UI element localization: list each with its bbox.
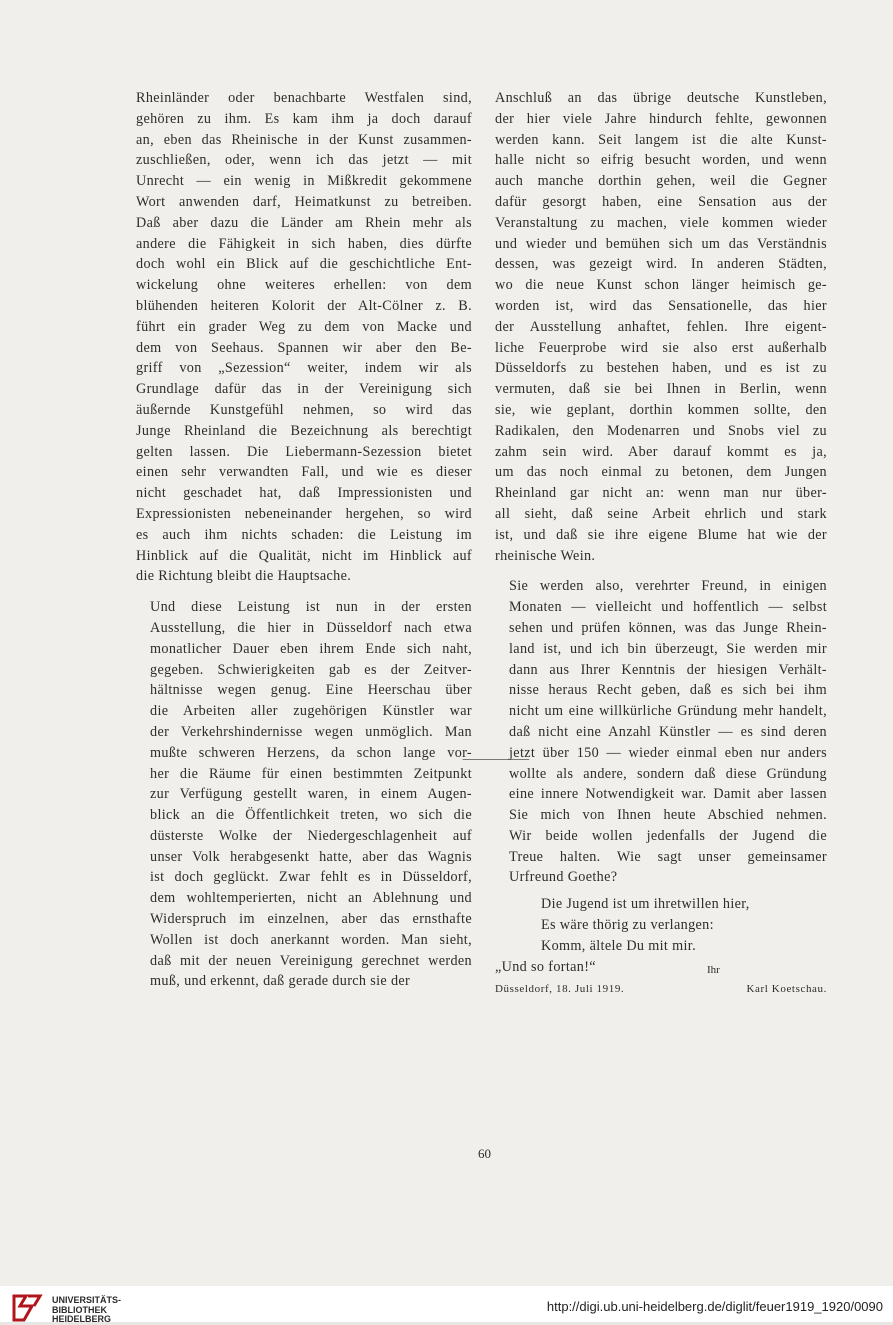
text-line: muß, und erkennt, daß gerade durch sie der [150, 973, 411, 990]
text-line: sehen und prüfen können, was das Junge Rhein- [509, 619, 827, 636]
text-line: Urfreund Goethe? [509, 869, 618, 886]
text-line: wollte als andere, sondern daß diese Gründung [509, 765, 827, 782]
text-line: zahm sein wird. Aber darauf kommt es ja, [495, 443, 827, 460]
text-line: und wieder und bemühen sich um das Verständnis [495, 235, 827, 252]
text-line: eine innere Notwendigkeit war. Damit aber lassen [509, 786, 827, 803]
text-line: ist doch geglückt. Zwar fehlt es in Düsseldorf, [150, 869, 472, 886]
text-line: land ist, und ich bin überzeugt, Sie werden mir [509, 640, 827, 657]
text-line: her die Räume für einen bestimmten Zeitpunkt [150, 765, 472, 782]
text-line: halle nicht so eifrig besucht worden, und wenn [495, 152, 827, 169]
text-line: all sieht, daß seine Arbeit ehrlich und stark [495, 505, 827, 522]
place-date: Düsseldorf, 18. Juli 1919. [495, 983, 625, 996]
text-line: Grundlage dafür das in der Vereinigung sich [136, 381, 472, 398]
library-name [52, 1296, 121, 1325]
text-line: Anschluß an das übrige deutsche Kunstleben, [495, 90, 827, 106]
permalink-url[interactable]: http://digi.ub.uni-heidelberg.de/diglit/feuer1919_1920/0090 [546, 1299, 883, 1314]
text-line: blick an die Öffentlichkeit treten, wo sich die [150, 807, 472, 824]
right-text-column [495, 88, 827, 1000]
signature-row [495, 979, 827, 1000]
left-paragraph-1 [136, 88, 472, 587]
text-line: Wort anwenden darf, Heimatkunst zu betreiben. [136, 193, 472, 210]
text-line: worden ist, wird das Sensationelle, das hier [495, 297, 827, 314]
text-line: Radikalen, den Modenarren und Snobs viel zu [495, 422, 827, 439]
right-paragraph-2 [495, 576, 827, 888]
text-line: die Arbeiten aller zugehörigen Künstler war [150, 703, 472, 720]
closing-word: Ihr [707, 964, 720, 976]
left-text-column [136, 88, 472, 992]
text-line: wickelung ohne weiteres erhellen: von dem [136, 277, 472, 294]
text-line: wo die neue Kunst schon länger heimisch ge- [495, 277, 827, 294]
page-number: 60 [478, 1146, 491, 1161]
text-line: der hier viele Jahre hindurch fehlte, gewonnen [495, 110, 827, 127]
text-line: gelten lassen. Die Liebermann-Sezession bietet [136, 443, 472, 460]
text-line: Treue halten. Wie sagt unser gemeinsamer [509, 848, 827, 865]
text-line: werden kann. Seit langem ist die alte Kunst- [495, 131, 827, 148]
text-line: Widerspruch im einzelnen, aber das ernsthafte [150, 911, 472, 928]
text-line: es auch ihm nichts schaden: die Leistung im [136, 526, 472, 543]
text-line: Rheinländer oder benachbarte Westfalen sind, [136, 90, 472, 106]
text-line: unser Volk herabgesenkt hatte, aber das Wagnis [150, 848, 472, 865]
text-line: nicht geschadet hat, daß Impressionisten und [136, 485, 472, 502]
text-line: gehören zu ihm. Es kam ihm ja doch darauf [136, 110, 472, 127]
text-line: äußernde Kunstgefühl nehmen, so wird das [136, 401, 472, 418]
text-line: zuschließen, oder, wenn ich das jetzt — mit [136, 152, 472, 169]
text-line: Rheinland gar nicht an: wenn man nur über- [495, 485, 827, 502]
text-line: mußte schweren Herzens, da schon lange vor- [150, 744, 472, 761]
library-name-line-1: UNIVERSITÄTS- [52, 1295, 122, 1305]
text-line: sie, wie geplant, dorthin kommen sollte, den [495, 401, 827, 418]
text-line: zur Verfügung gestellt waren, in einem Augen- [150, 786, 472, 803]
text-line: Veranstaltung zu machen, viele kommen wieder [495, 214, 827, 231]
text-line: Hinblick auf die Qualität, nicht im Hinblick auf [136, 547, 472, 564]
quote-line: Die Jugend ist um ihretwillen hier, [541, 896, 750, 913]
text-line: jetzt über 150 — wieder einmal eben nur anders [509, 744, 827, 761]
goethe-quote [495, 894, 827, 977]
left-paragraph-2 [136, 597, 472, 992]
text-line: rheinische Wein. [495, 547, 596, 564]
text-line: ist, und daß sie ihre eigene Blume hat wie der [495, 526, 827, 543]
text-line: nisse heraus Recht geben, daß es sich bei ihm [509, 682, 827, 699]
text-line: dafür gesorgt haben, eine Sensation aus der [495, 193, 827, 210]
text-line: Düsseldorfs zu bestehen haben, und es ist zu [495, 360, 827, 377]
text-line: liche Feuerprobe wird sie also erst außerhalb [495, 339, 827, 356]
text-line: dem wohltemperierten, nicht an Ablehnung und [150, 890, 472, 907]
text-line: der Ausstellung anhaftet, fehlen. Ihre eigent- [495, 318, 827, 335]
quote-line: „Und so fortan!“ [495, 958, 596, 975]
library-footer [0, 1286, 893, 1322]
text-line: monatlicher Dauer eben ihrem Ende sich naht, [150, 640, 472, 657]
text-line: Unrecht — ein wenig in Mißkredit gekommene [136, 173, 472, 190]
text-line: dem von Seehaus. Spannen wir aber den Be- [136, 339, 472, 356]
text-line: Ausstellung, die hier in Düsseldorf nach etwa [150, 619, 472, 636]
text-line: dann aus Ihrer Kenntnis der hiesigen Verhält- [509, 661, 827, 678]
text-line: daß mit der neuen Vereinigung gerechnet werden [150, 952, 472, 969]
text-line: um das noch einmal zu betonen, dem Jungen [495, 464, 827, 481]
text-line: Wollen ist doch anerkannt worden. Man sieht, [150, 931, 472, 948]
quote-line: Komm, ältele Du mit mir. [541, 937, 696, 954]
text-line: an, eben das Rheinische in der Kunst zusammen- [136, 131, 472, 148]
text-line: gegeben. Schwierigkeiten gab es der Zeitver- [150, 661, 472, 678]
ornament-divider: ⸻⸻ [462, 752, 528, 767]
text-line: Sie mich von Ihnen heute Abschied nehmen. [509, 807, 827, 824]
text-line: blühenden heiteren Kolorit der Alt-Cölner z. B. [136, 297, 472, 314]
text-line: Expressionisten nebeneinander hergehen, so wird [136, 505, 472, 522]
text-line: die Richtung bleibt die Hauptsache. [136, 568, 352, 585]
text-line: Monaten — vielleicht und hoffentlich — selbst [509, 599, 827, 616]
text-line: andere die Fähigkeit in sich haben, dies dürfte [136, 235, 472, 252]
text-line: doch wohl ein Blick auf die geschichtliche Ent- [136, 256, 472, 273]
right-paragraph-1 [495, 88, 827, 566]
quote-line: Es wäre thörig zu verlangen: [541, 917, 714, 934]
text-line: daß nicht eine Anzahl Künstler — es sind deren [509, 723, 827, 740]
text-line: griff von „Sezession“ weiter, indem wir als [136, 360, 472, 377]
text-line: nicht um eine willkürliche Gründung mehr handelt, [509, 703, 827, 720]
text-line: Junge Rheinland die Bezeichnung als berechtigt [136, 422, 472, 439]
text-line: einen sehr verwandten Fall, und wie es dieser [136, 464, 472, 481]
text-line: Und diese Leistung ist nun in der ersten [150, 599, 472, 616]
signature: Karl Koetschau. [746, 983, 827, 996]
text-line: auch manche dorthin gehen, weil die Gegner [495, 173, 827, 190]
text-line: dessen, was gezeigt wird. In anderen Städten, [495, 256, 827, 273]
text-line: Sie werden also, verehrter Freund, in einigen [509, 578, 827, 595]
library-logo-icon [10, 1292, 46, 1324]
text-line: Daß aber dazu die Länder am Rhein mehr als [136, 214, 472, 231]
library-name-line-3: HEIDELBERG [52, 1314, 112, 1324]
text-line: führt ein grader Weg zu dem von Macke und [136, 318, 472, 335]
text-line: hältnisse wegen genug. Eine Heerschau über [150, 682, 472, 699]
text-line: vermuten, daß sie bei Ihnen in Berlin, wenn [495, 381, 827, 398]
text-line: düsterste Wolke der Niedergeschlagenheit auf [150, 827, 472, 844]
text-line: der Verkehrshindernisse wegen unmöglich. Man [150, 723, 472, 740]
text-line: Wir beide wollen jedenfalls der Jugend die [509, 827, 827, 844]
library-name-line-2: BIBLIOTHEK [52, 1304, 107, 1315]
